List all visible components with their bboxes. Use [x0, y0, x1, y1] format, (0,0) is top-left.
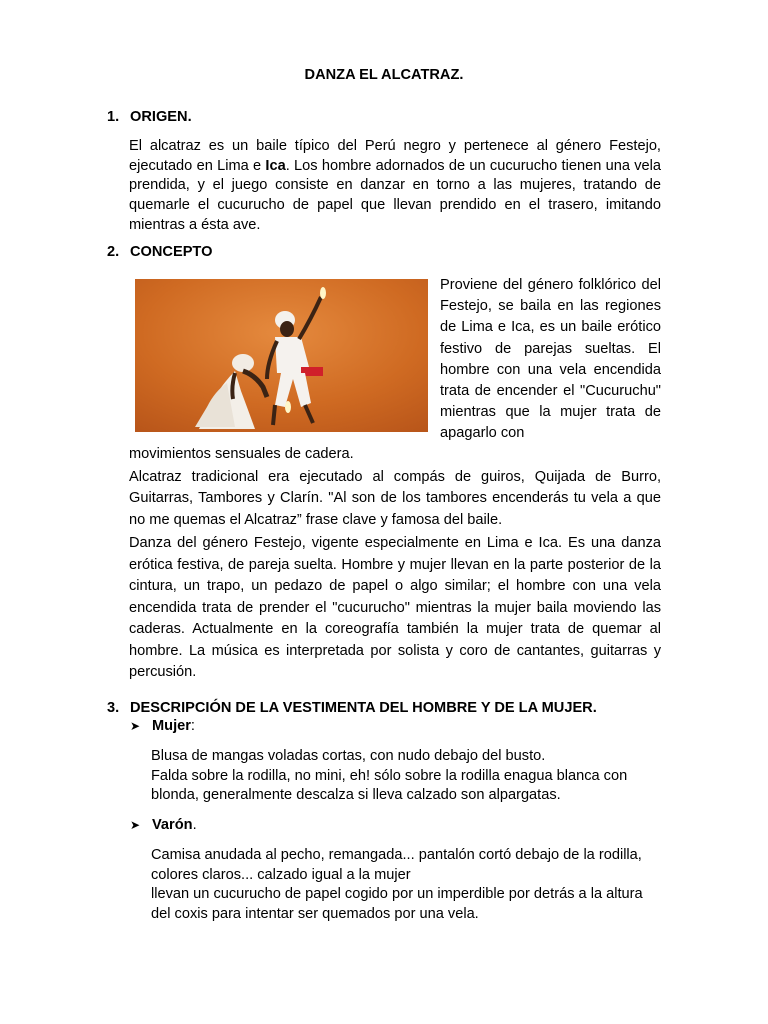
arrowhead-right-icon: ➤	[130, 719, 141, 733]
section-heading-vestimenta	[107, 700, 597, 716]
concepto-paragraph-2: Alcatraz tradicional era ejecutado al compás de guiros, Quijada de Burro, Guitarras, Tambores y Clarín. "Al son de los tambores encenderás tu vela a que no me quemas el Alcatraz” frase clave y famosa del baile.	[129, 468, 661, 528]
concepto-paragraphs	[129, 445, 661, 684]
description-line: Blusa de mangas voladas cortas, con nudo debajo del busto.	[151, 748, 546, 764]
description-line: del coxis para intentar ser quemados por una vela.	[151, 906, 479, 923]
section-heading-text: DESCRIPCIÓN DE LA VESTIMENTA DEL HOMBRE Y DE LA MUJER.	[130, 700, 597, 716]
origen-paragraph	[129, 137, 661, 236]
section-heading-concepto	[107, 244, 212, 260]
bullet-suffix: :	[190, 718, 195, 734]
section-number: 3.	[107, 700, 120, 716]
bullet-suffix: .	[192, 817, 197, 833]
description-line: Camisa anudada al pecho, remangada... pantalón cortó debajo de la rodilla,	[151, 847, 642, 863]
concepto-float-text: Proviene del género folklórico del Festejo, se baila en las regiones de Lima e Ica, es un baile erótico festivo de parejas sueltas. El hombre con una vela encendida trata de encender el "Cucuruchu" mientras que la mujer trata de apagarlo con	[440, 277, 661, 442]
origen-bold-ica: Ica	[265, 157, 286, 174]
bullet-label: Mujer	[152, 718, 191, 734]
section-number: 2.	[107, 244, 120, 260]
mujer-description	[151, 747, 671, 806]
bullet-mujer	[130, 718, 195, 734]
bullet-varon	[130, 817, 197, 833]
section-number: 1.	[107, 109, 120, 125]
concepto-continuation: movimientos sensuales de cadera.	[129, 446, 354, 462]
description-line: blonda, generalmente descalza si lleva calzado son alpargatas.	[151, 787, 561, 804]
origen-text-end: . Los hombre adornados de un cucurucho tienen una vela prendida, y el juego consiste en danzar en torno a las mujeres, tratando de quemarle el cucurucho de papel que llevan prendido en el trasero, imitando mientras a ésta ave.	[129, 157, 661, 233]
arrowhead-right-icon: ➤	[130, 818, 141, 832]
description-line: llevan un cucurucho de papel cogido por un imperdible por detrás a la altura	[151, 886, 643, 903]
description-line: Falda sobre la rodilla, no mini, eh! sólo sobre la rodilla enagua blanca con	[151, 767, 628, 784]
section-heading-origen	[107, 109, 192, 125]
description-line: colores claros... calzado igual a la mujer	[151, 866, 411, 883]
document-title: DANZA EL ALCATRAZ.	[304, 67, 464, 83]
section-heading-text: ORIGEN.	[130, 109, 192, 125]
concepto-paragraph-3: Danza del género Festejo, vigente especialmente en Lima e Ica. Es una danza erótica festiva, de pareja suelta. Hombre y mujer llevan en la parte posterior de la cintura, un trapo, un pedazo de papel o algo similar; el hombre con una vela encendida trata de prender el "cucurucho" mientras la mujer baila moviendo las caderas. Actualmente en la coreografía también la mujer trata de quemar al hombre. La música es interpretada por solista y coro de cantantes, guitarras y percusión.	[129, 535, 661, 681]
origen-text-start: El alcatraz es un baile típico del Perú negro y pertenece al género Festejo, ejecutado en Lima e	[129, 138, 661, 174]
section-heading-text: CONCEPTO	[130, 244, 213, 260]
varon-description	[151, 846, 671, 925]
dancers-photo	[135, 279, 428, 432]
bullet-label: Varón	[152, 817, 193, 833]
